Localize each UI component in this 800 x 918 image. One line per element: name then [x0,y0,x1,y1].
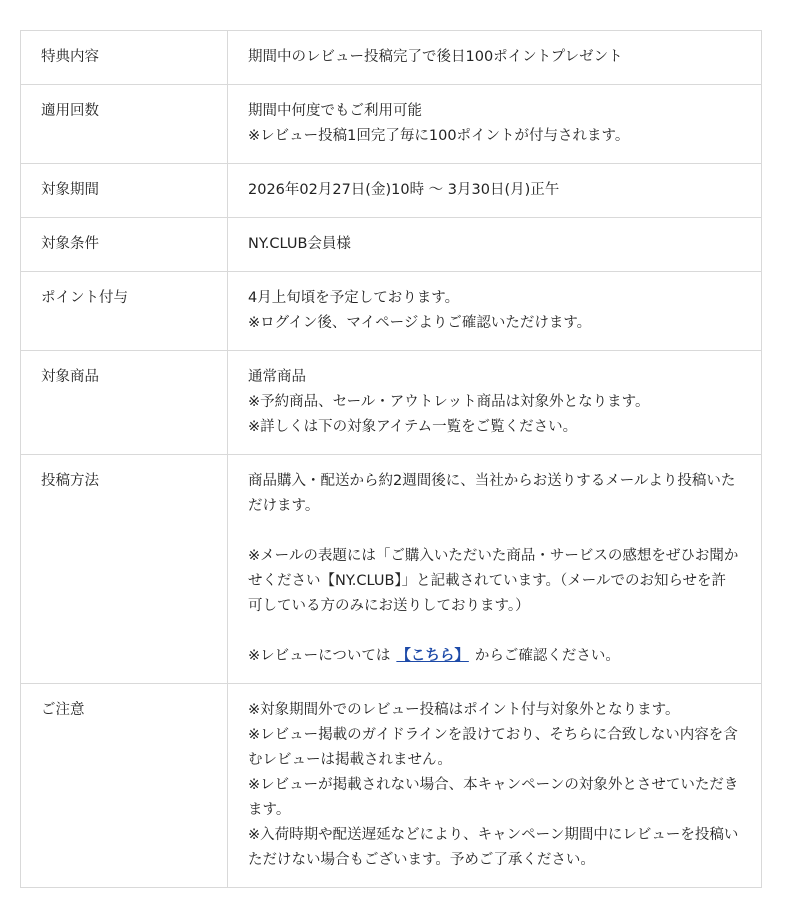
link-prefix: ※レビューについては [248,648,391,664]
row-value [228,351,762,455]
table-row-target-products [21,351,762,455]
value-line: 4月上旬頃を予定しております。 [248,290,460,306]
value-line: ※レビュー投稿1回完了毎に100ポイントが付与されます。 [248,128,630,144]
table-row-posting-method [21,455,762,684]
value-line: 期間中のレビュー投稿完了で後日100ポイントプレゼント [248,49,623,65]
review-link[interactable]: 【こちら】 [396,648,469,664]
table-row-period [21,164,762,218]
row-label: 対象商品 [21,351,228,455]
value-line: ※詳しくは下の対象アイテム一覧をご覧ください。 [248,419,578,435]
value-paragraph: 商品購入・配送から約2週間後に、当社からお送りするメールより投稿いただけます。 [248,473,736,514]
row-label: 投稿方法 [21,455,228,684]
value-line: 期間中何度でもご利用可能 [248,103,422,119]
table-row-notes [21,684,762,888]
row-label: ポイント付与 [21,272,228,351]
table-row-conditions [21,218,762,272]
note-line: ※対象期間外でのレビュー投稿はポイント付与対象外となります。 [248,702,680,718]
campaign-info-table [20,30,762,888]
note-line: ※入荷時期や配送遅延などにより、キャンペーン期間中にレビューを投稿いただけない場合もございます。予めご了承ください。 [248,827,739,868]
value-paragraph: ※メールの表題には「ご購入いただいた商品・サービスの感想をぜひお聞かせください【NY.CLUB】」と記載されています。（メールでのお知らせを許可している方のみにお送りしております。） [248,548,739,614]
row-label: 対象条件 [21,218,228,272]
table-row-benefit [21,31,762,85]
value-line: 2026年02月27日(金)10時 〜 3月30日(月)正午 [248,182,560,198]
row-value [228,272,762,351]
note-line: ※レビュー掲載のガイドラインを設けており、そちらに合致しない内容を含むレビューは掲載されません。 [248,727,738,768]
review-link-line [248,644,739,669]
row-label: ご注意 [21,684,228,888]
row-value [228,164,762,218]
value-line: ※予約商品、セール・アウトレット商品は対象外となります。 [248,394,650,410]
row-value [228,85,762,164]
note-line: ※レビューが掲載されない場合、本キャンペーンの対象外とさせていただきます。 [248,777,739,818]
paragraph-gap [248,619,739,644]
row-value [228,31,762,85]
row-value [228,218,762,272]
value-line: ※ログイン後、マイページよりご確認いただけます。 [248,315,592,331]
row-label: 対象期間 [21,164,228,218]
value-line: 通常商品 [248,369,306,385]
paragraph-gap [248,519,739,544]
row-value [228,455,762,684]
table-row-point-grant [21,272,762,351]
row-label: 適用回数 [21,85,228,164]
table-row-usage-count [21,85,762,164]
row-label: 特典内容 [21,31,228,85]
value-line: NY.CLUB会員様 [248,236,351,252]
link-suffix: からご確認ください。 [474,648,620,664]
row-value [228,684,762,888]
